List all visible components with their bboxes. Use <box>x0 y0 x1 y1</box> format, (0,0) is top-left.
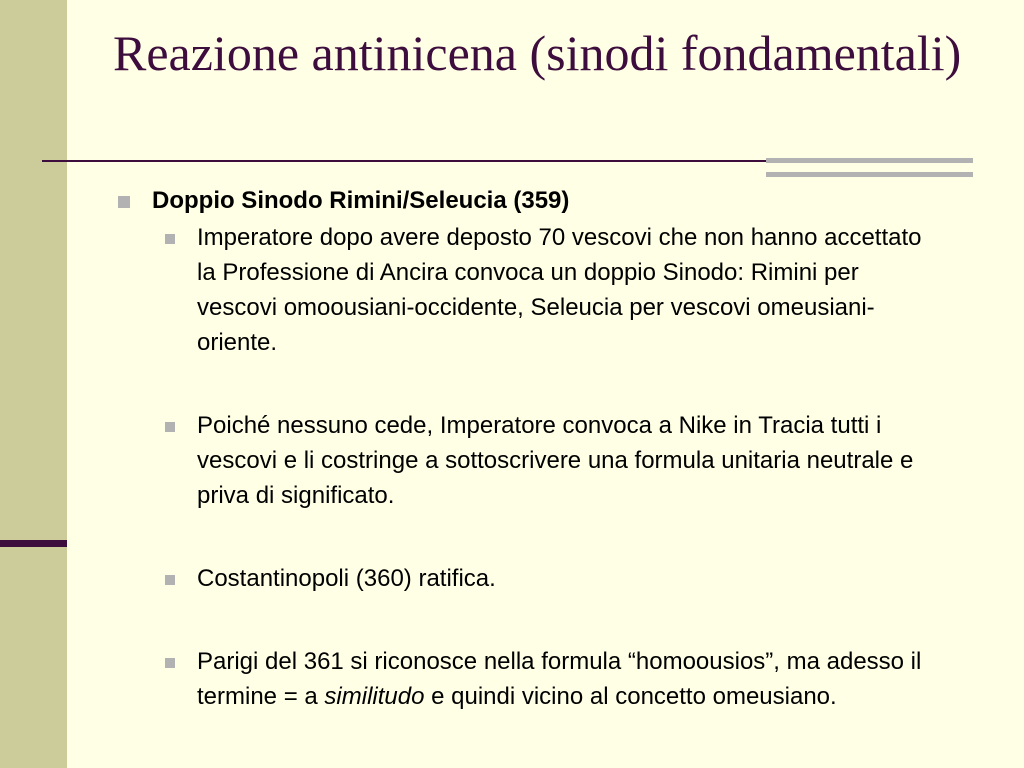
list-item-text: Imperatore dopo avere deposto 70 vescovi che non hanno accettato la Professione di Ancira convoca un doppio Sinodo: Rimini per vescovi omoousiani-occidente, Seleucia per vescovi omeusiani-oriente. <box>197 224 922 356</box>
left-accent-rule <box>0 540 67 547</box>
left-decorative-band <box>0 0 67 768</box>
heading-text: Doppio Sinodo Rimini/Seleucia (359) <box>152 187 570 214</box>
square-bullet-icon <box>118 196 130 208</box>
list-item-text <box>197 644 945 714</box>
list-item <box>165 561 945 596</box>
slide-body <box>118 184 988 714</box>
list-item <box>165 644 945 714</box>
square-bullet-icon <box>165 234 175 244</box>
list-item-text-part: Parigi del 361 si riconosce nella formula “homoousios”, ma adesso il termine = a <box>197 648 922 710</box>
list-item-text-part: e quindi vicino al concetto omeusiano. <box>424 683 837 710</box>
list-item <box>165 408 945 513</box>
list-item-text: Poiché nessuno cede, Imperatore convoca a Nike in Tracia tutti i vescovi e li costringe a sottoscrivere una formula unitaria neutrale e priva di significato. <box>197 412 914 509</box>
square-bullet-icon <box>165 575 175 585</box>
slide-title: Reazione antinicena (sinodi fondamentali) <box>113 25 962 81</box>
decorative-stripe-bottom <box>766 172 973 177</box>
list-item-text: Costantinopoli (360) ratifica. <box>197 565 496 592</box>
square-bullet-icon <box>165 658 175 668</box>
decorative-stripe-top <box>766 158 973 163</box>
bullet-heading <box>118 184 988 218</box>
square-bullet-icon <box>165 422 175 432</box>
italic-term: similitudo <box>324 683 425 710</box>
list-item <box>165 220 945 360</box>
